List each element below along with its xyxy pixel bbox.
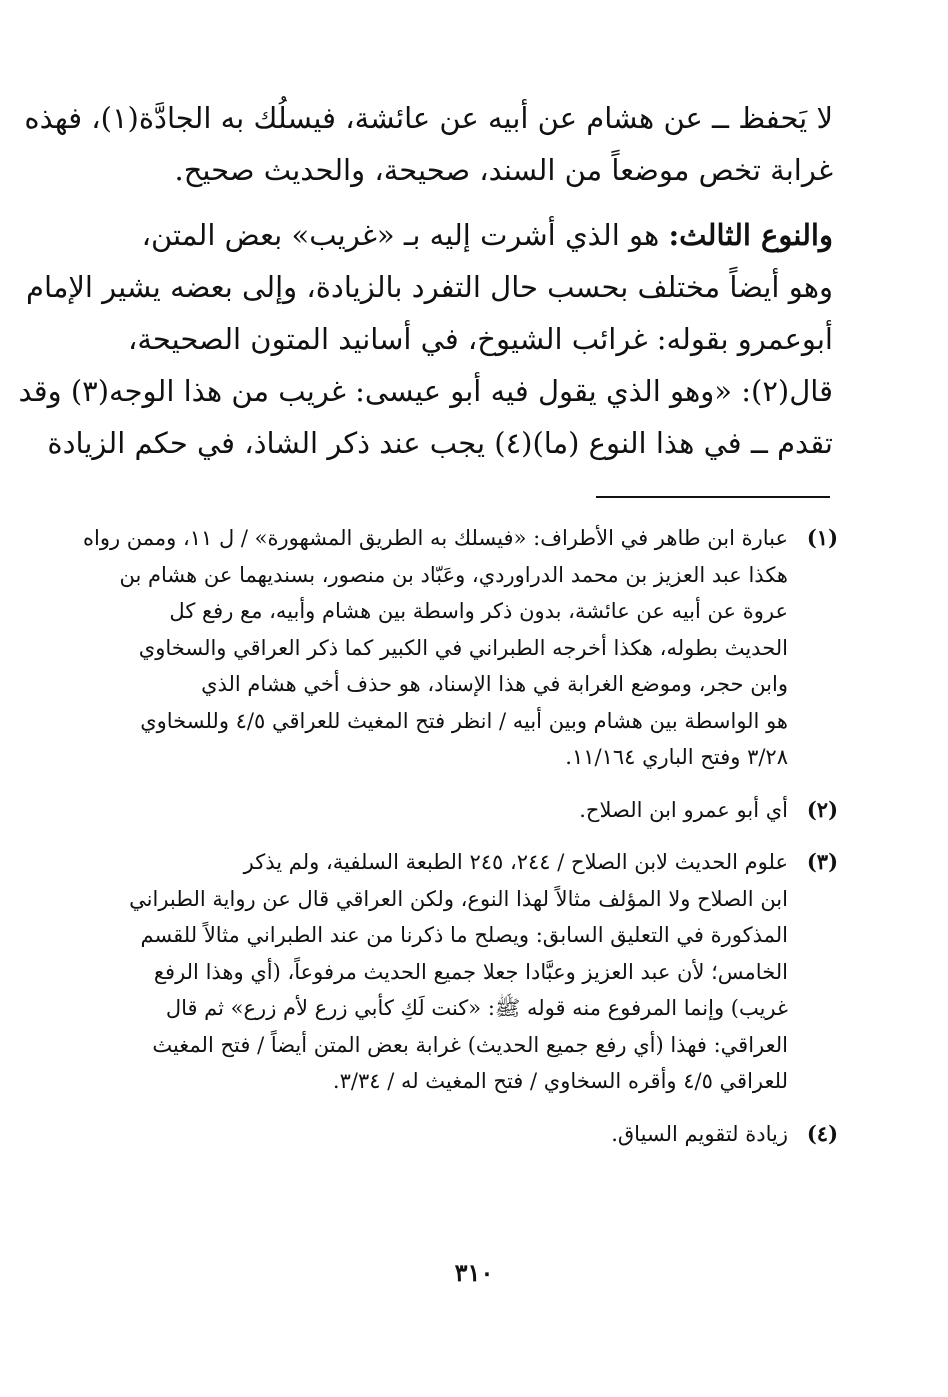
footnote-number: (٤) (806, 1120, 838, 1146)
footnote-line: عروة عن أبيه عن عائشة، بدون ذكر واسطة بين هشام وأبيه، مع رفع كل (169, 599, 788, 623)
main-text-block (18, 92, 833, 469)
footnote-line: هو الواسطة بين هشام وبين أبيه / انظر فتح المغيث للعراقي ٤/٥ وللسخاوي (140, 708, 788, 733)
footnote-line: ابن الصلاح ولا المؤلف مثالاً لهذا النوع، ولكن العراقي قال عن رواية الطبراني (129, 886, 788, 911)
footnote-number: (٢) (806, 796, 838, 822)
main-text-line: غرابة تخص موضعاً من السند، صحيحة، والحديث صحيح. (174, 153, 833, 187)
footnote-line: وابن حجر، وموضع الغرابة في هذا الإسناد، هو حذف أخي هشام الذي (201, 672, 788, 696)
footnote-line: أي أبو عمرو ابن الصلاح. (579, 797, 788, 822)
footnote-line: العراقي: فهذا (أي رفع جميع الحديث) غرابة بعض المتن أيضاً / فتح المغيث (152, 1032, 788, 1057)
main-text-line (128, 209, 833, 261)
main-text-line-continuation: هو الذي أشرت إليه بـ «غريب» بعض المتن، (141, 218, 660, 252)
third-type-heading: والنوع الثالث: (668, 218, 833, 252)
page-number: ٣١٠ (454, 1258, 494, 1287)
footnote-2 (128, 792, 838, 829)
footnote-line: زيادة لتقويم السياق. (611, 1121, 788, 1146)
footnote-3 (128, 844, 838, 1100)
footnote-number: (١) (806, 525, 838, 550)
footnote-4 (128, 1116, 838, 1153)
footnote-line: غريب) وإنما المرفوع منه قوله ﷺ: «كنت لَكِ كأبي زرع لأم زرع» ثم قال (165, 996, 788, 1020)
footnote-line: ٣/٢٨ وفتح الباري ١١/١٦٤. (565, 745, 788, 769)
main-text-line: قال(٢): «وهو الذي يقول فيه أبو عيسى: غريب من هذا الوجه(٣) وقد (18, 374, 833, 408)
main-text-line: أبوعمرو بقوله: غرائب الشيوخ، في أسانيد المتون الصحيحة، (127, 322, 833, 356)
main-text-line: وهو أيضاً مختلف بحسب حال التفرد بالزيادة، وإلى بعضه يشير الإمام (26, 270, 833, 304)
footnote-line: للعراقي ٤/٥ وأقره السخاوي / فتح المغيث له / ٣/٣٤. (332, 1069, 788, 1093)
footnote-line: عبارة ابن طاهر في الأطراف: «فيسلك به الطريق المشهورة» / ل ١١، وممن رواه (82, 526, 788, 550)
footnote-line: الخامس؛ لأن عبد العزيز وعبَّادا جعلا جميع الحديث مرفوعاً، (أي وهذا الرفع (153, 959, 788, 984)
footnote-divider (596, 496, 830, 498)
footnote-line: هكذا عبد العزيز بن محمد الدراوردي، وعَبّاد بن منصور، بسنديهما عن هشام بن (119, 562, 788, 587)
footnote-line: الحديث بطوله، هكذا أخرجه الطبراني في الكبير كما ذكر العراقي والسخاوي (138, 635, 788, 660)
main-text-line: تقدم ــ في هذا النوع (ما)(٤) يجب عند ذكر الشاذ، في حكم الزيادة (47, 426, 833, 460)
footnote-line: المذكورة في التعليق السابق: ويصلح ما ذكرنا من عند الطبراني مثالاً للقسم (140, 923, 788, 947)
footnote-number: (٣) (806, 849, 838, 874)
footnote-1 (82, 520, 838, 776)
footnote-line: علوم الحديث لابن الصلاح / ٢٤٤، ٢٤٥ الطبعة السلفية، ولم يذكر (243, 850, 788, 874)
main-text-line: لا يَحفظ ــ عن هشام عن أبيه عن عائشة، فيسلُك به الجادَّة(١)، فهذه (24, 101, 833, 135)
footnotes-section (82, 520, 838, 1168)
